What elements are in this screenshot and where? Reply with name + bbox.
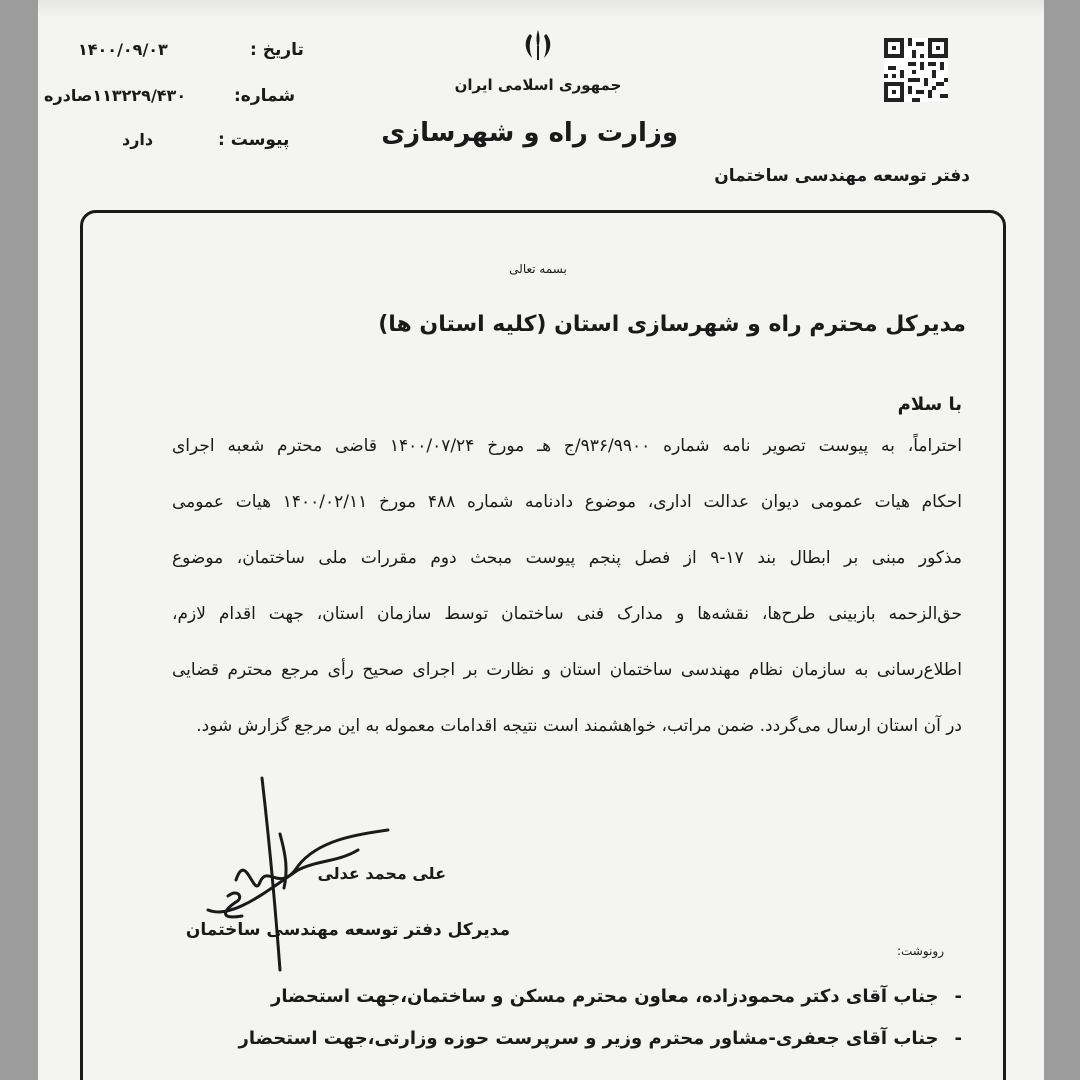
attachment-value: دارد: [122, 130, 154, 149]
date-label: تاریخ :: [250, 40, 304, 60]
iran-emblem-icon: [518, 28, 558, 64]
body-line: حق‌الزحمه بازبینی طرح‌ها، نقشه‌ها و مدارک فنی ساختمان توسط سازمان استان، جهت اقدام لازم،: [172, 604, 962, 624]
body-line: در آن استان ارسال می‌گردد. ضمن مراتب، خواهشمند است نتیجه اقدامات معموله به این مرجع گزارش شود.: [196, 716, 962, 736]
signer-title: مدیرکل دفتر توسعه مهندسی ساختمان: [185, 920, 510, 940]
cc-item: -جناب آقای جعفری-مشاور محترم وزیر و سرپرست حوزه وزارتی،جهت استحضار: [238, 1028, 962, 1049]
cc-text: جناب آقای جعفری-مشاور محترم وزیر و سرپرست حوزه وزارتی،جهت استحضار: [238, 1028, 939, 1049]
date-value: ۱۴۰۰/۰۹/۰۳: [78, 40, 168, 59]
basmala: بسمه تعالی: [509, 262, 567, 276]
cc-label: رونوشت:: [896, 944, 944, 958]
office-title: دفتر توسعه مهندسی ساختمان: [714, 166, 970, 186]
salutation: با سلام: [897, 394, 962, 415]
number-value: ۱۱۳۲۲۹/۴۳۰صادره: [44, 86, 187, 105]
ministry-title: وزارت راه و شهرسازی: [381, 118, 678, 148]
body-line: احتراماً، به پیوست تصویر نامه شماره ۹۳۶/۹۹۰۰/ج هـ مورخ ۱۴۰۰/۰۷/۲۴ قاضی محترم شعبه اجرای: [172, 436, 962, 456]
body-line: اطلاع‌رسانی به سازمان نظام مهندسی ساختمان استان و نظارت بر اجرای صحیح رأی مرجع محترم قضایی: [172, 660, 962, 680]
attachment-label: پیوست :: [218, 130, 290, 150]
recipient: مدیرکل محترم راه و شهرسازی استان (کلیه استان ها): [378, 312, 966, 337]
number-label: شماره:: [234, 86, 296, 106]
letter-page: [38, 0, 1044, 1080]
body-line: احکام هیات عمومی دیوان عدالت اداری، موضوع دادنامه شماره ۴۸۸ مورخ ۱۴۰۰/۰۲/۱۱ هیات عمومی: [172, 492, 962, 512]
signer-name: علی محمد عدلی: [317, 864, 446, 883]
qr-code-icon: [884, 38, 948, 102]
republic-title: جمهوری اسلامی ایران: [454, 76, 622, 94]
body-line: مذکور مبنی بر ابطال بند ۱۷-۹ از فصل پنجم پیوست مبحث دوم مقررات ملی ساختمان، موضوع: [172, 548, 963, 568]
cc-text: جناب آقای دکتر محمودزاده، معاون محترم مسکن و ساختمان،جهت استحضار: [270, 986, 939, 1007]
cc-item: -جناب آقای دکتر محمودزاده، معاون محترم مسکن و ساختمان،جهت استحضار: [270, 986, 962, 1007]
